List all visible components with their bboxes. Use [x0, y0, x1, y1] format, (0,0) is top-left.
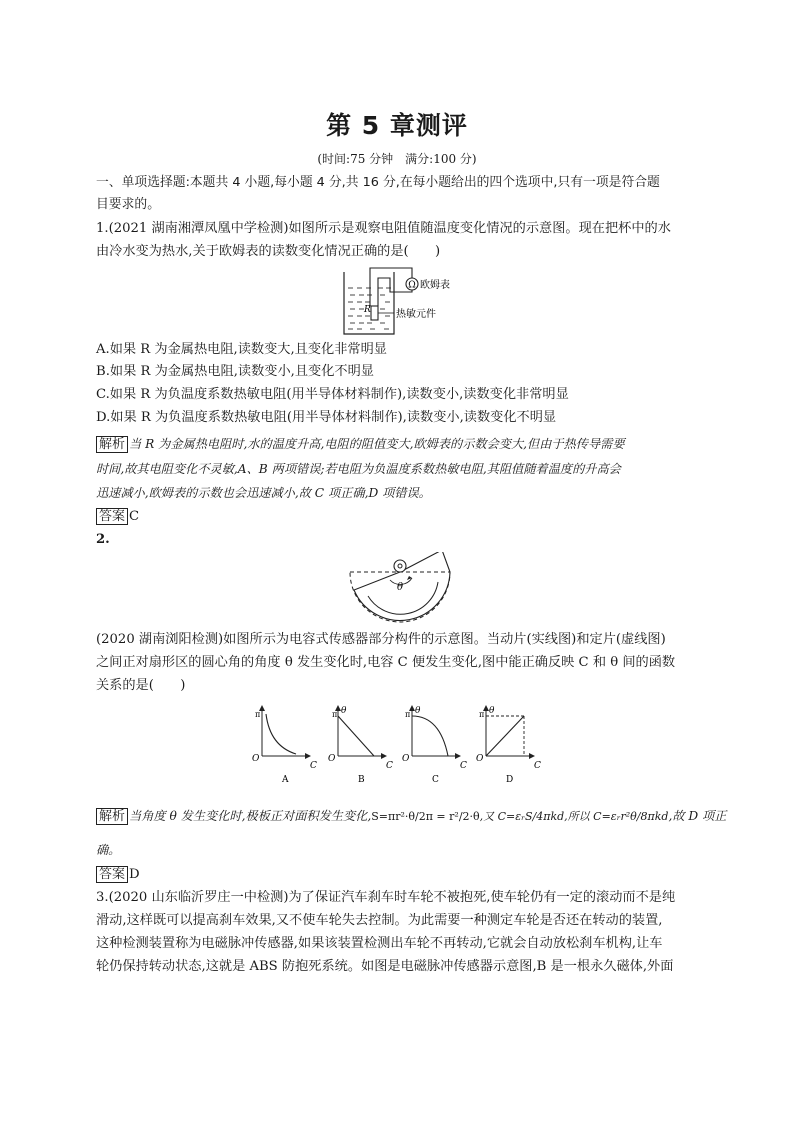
- q2-formula-area: S=πr²·θ/2π = r²/2·θ: [371, 810, 480, 823]
- q2-stem-line1: (2020 湖南浏阳检测)如图所示为电容式传感器部分构件的示意图。当动片(实线图)和定片(虚线图): [96, 632, 666, 647]
- q2-formula-capacitance: ,又 C=εᵣS/4πkd,所以 C=εᵣr²θ/8πkd: [479, 810, 669, 823]
- thermistor-label: 热敏元件: [396, 309, 436, 320]
- q1-solution-text1: 当 R 为金属热电阻时,水的温度升高,电阻的阻值变大,欧姆表的示数会变大,但由于热传导需要: [129, 437, 625, 451]
- graph-a-x-label: C: [310, 761, 317, 771]
- graph-c-pi-tick: π: [405, 710, 411, 719]
- graph-c-label: C: [432, 775, 439, 785]
- graph-option-d[interactable]: [476, 706, 541, 785]
- q1-answer-value: C: [129, 509, 140, 524]
- graph-b-origin: O: [328, 754, 336, 764]
- q1-stem-line2: 由冷水变为热水,关于欧姆表的读数变化情况正确的是( ): [96, 244, 441, 259]
- q1-option-a[interactable]: A.如果 R 为金属热电阻,读数变大,且变化非常明显: [96, 342, 387, 357]
- graph-c-curve: [412, 716, 448, 756]
- q1-solution-line1: [96, 436, 625, 453]
- q1-option-b[interactable]: B.如果 R 为金属热电阻,读数变小,且变化不明显: [96, 364, 374, 379]
- graph-b-line: [338, 716, 374, 756]
- q2-solution-line2: 确。: [96, 843, 121, 857]
- ohm-meter-label: 欧姆表: [420, 280, 450, 291]
- graph-d-label: D: [506, 775, 514, 785]
- q1-solution-line2: 时间,故其电阻变化不灵敏,A、B 两项错误;若电阻为负温度系数热敏电阻,其阻值随着温度的升高会: [96, 462, 621, 476]
- graph-b-pi-tick: π: [332, 710, 338, 719]
- q3-stem-line3: 这种检测装置称为电磁脉冲传感器,如果该装置检测出车轮不再转动,它就会自动放松刹车机构,让车: [96, 936, 663, 951]
- q1-stem-line1: 1.(2021 湖南湘潭凤凰中学检测)如图所示是观察电阻值随温度变化情况的示意图。现在把杯中的水: [96, 221, 671, 236]
- capacitor-plates-figure: [340, 552, 470, 630]
- thermistor-beaker-figure: [330, 262, 480, 340]
- graph-b-x-label: C: [386, 761, 393, 771]
- q2-solution-line1: [96, 808, 726, 825]
- graph-option-a[interactable]: [252, 706, 317, 785]
- graph-d-x-label: C: [534, 761, 541, 771]
- page-title: 第 5 章测评: [326, 111, 468, 140]
- graph-b-label: B: [358, 775, 365, 785]
- q3-stem-line1: 3.(2020 山东临沂罗庄一中检测)为了保证汽车刹车时车轮不被抱死,使车轮仍有一定的滚动而不是纯: [96, 890, 676, 905]
- q1-answer: [96, 508, 139, 525]
- graph-a-origin: O: [252, 754, 260, 764]
- graph-d-pi-tick: π: [479, 710, 485, 719]
- solution-tag: 解析: [96, 436, 128, 453]
- q2-stem-line3: 关系的是( ): [96, 678, 186, 693]
- answer-tag: 答案: [96, 508, 128, 525]
- graph-d-origin: O: [476, 754, 484, 764]
- q1-option-c[interactable]: C.如果 R 为负温度系数热敏电阻(用半导体材料制作),读数变小,读数变化非常明显: [96, 387, 569, 402]
- graph-a-label: A: [282, 775, 289, 785]
- graph-option-b[interactable]: [328, 706, 393, 785]
- graph-a-pi-tick: π: [255, 710, 261, 719]
- graph-option-c[interactable]: [402, 706, 467, 785]
- graph-b-y-label: θ: [341, 706, 347, 716]
- graph-c-origin: O: [402, 754, 410, 764]
- thermistor-resistor: [371, 306, 378, 320]
- solution-tag: 解析: [96, 808, 128, 825]
- graph-d-y-label: θ: [489, 706, 495, 716]
- exam-info: (时间:75 分钟 满分:100 分): [317, 152, 477, 166]
- section-heading-line2: 目要求的。: [96, 197, 160, 212]
- section-heading-line1: 一、单项选择题:本题共 4 小题,每小题 4 分,共 16 分,在每小题给出的四个选项中,只有一项是符合题: [96, 175, 660, 190]
- ohm-symbol: Ω: [408, 280, 416, 291]
- q2-answer-value: D: [129, 867, 140, 882]
- graph-c-x-label: C: [460, 761, 467, 771]
- q2-solution-tail: ,故 D 项正: [668, 809, 727, 823]
- q1-solution-line3: 迅速减小,欧姆表的示数也会迅速减小,故 C 项正确,D 项错误。: [96, 486, 431, 500]
- q2-graph-options: [248, 702, 548, 788]
- q3-stem-line4: 轮仍保持转动状态,这就是 ABS 防抱死系统。如图是电磁脉冲传感器示意图,B 是一根永久磁体,外面: [96, 959, 674, 974]
- q3-stem-line2: 滑动,这样既可以提高刹车效果,又不使车轮失去控制。为此需要一种测定车轮是否还在转动的装置,: [96, 913, 663, 928]
- graph-a-curve: [266, 714, 296, 754]
- graph-c-y-label: θ: [415, 706, 421, 716]
- resistor-label: R: [364, 305, 371, 315]
- q2-answer: [96, 866, 140, 883]
- q2-solution-text: 当角度 θ 发生变化时,极板正对面积发生变化,: [129, 809, 372, 823]
- q2-stem-line2: 之间正对扇形区的圆心角的角度 θ 发生变化时,电容 C 便发生变化,图中能正确反映 C 和 θ 间的函数: [96, 655, 676, 670]
- answer-tag: 答案: [96, 866, 128, 883]
- q1-option-d[interactable]: D.如果 R 为负温度系数热敏电阻(用半导体材料制作),读数变小,读数变化不明显: [96, 410, 557, 425]
- graph-d-line: [486, 716, 524, 756]
- theta-label: θ: [397, 582, 404, 593]
- q2-number: 2.: [96, 532, 110, 547]
